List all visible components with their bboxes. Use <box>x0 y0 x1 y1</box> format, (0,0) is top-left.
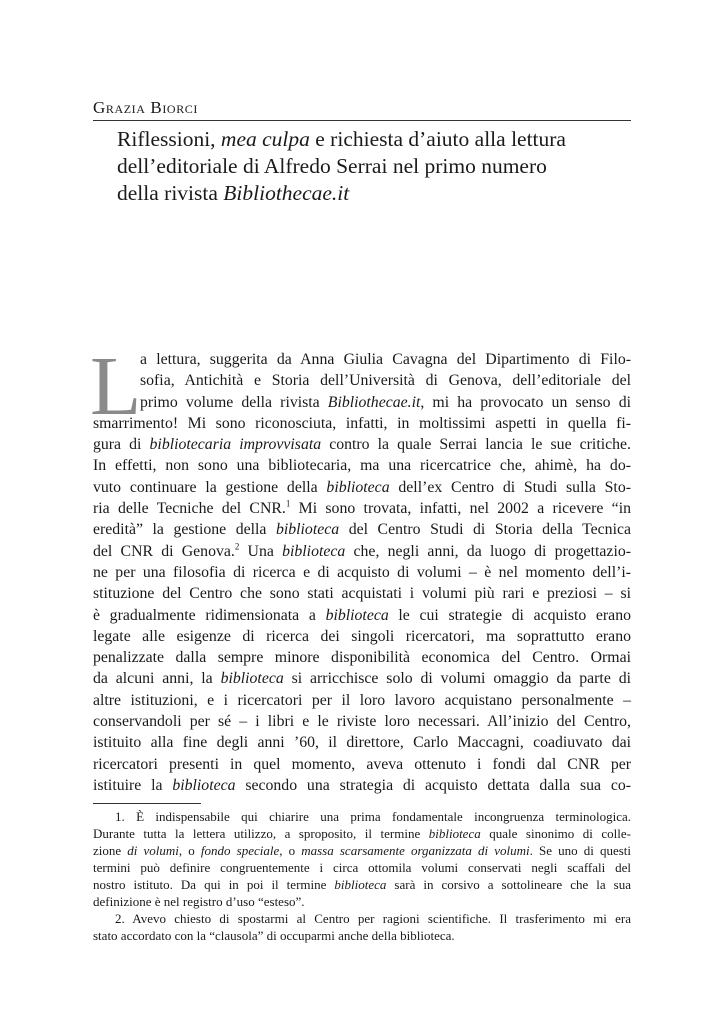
footnote-ref[interactable]: 1 <box>285 498 291 509</box>
footnotes <box>93 808 631 944</box>
body-line: gura di bibliotecaria improvvisata contro la quale Serrai lancia le sue critiche. <box>93 436 631 454</box>
footnote-divider <box>93 803 201 804</box>
body-line: da alcuni anni, la biblioteca si arricchisce solo di volumi omaggio da parte di <box>93 670 631 688</box>
italic-term: massa scarsamente organizzata di volumi <box>301 843 530 858</box>
italic-term: biblioteca <box>325 606 389 624</box>
body-line: istituire la biblioteca secondo una strategia di acquisto dettata dalla sua co- <box>93 776 631 794</box>
italic-term: biblioteca <box>326 478 390 496</box>
footnote-ref[interactable]: 2 <box>234 541 240 552</box>
body-line: stituzione del Centro che sono stati acquistati i volumi più rari e preziosi – si <box>93 585 631 603</box>
title-emphasis: mea culpa <box>220 127 310 151</box>
italic-term: Bibliothecae.it <box>327 393 421 411</box>
body-line: conservandoli per sé – i libri e le riviste loro necessari. All’inizio del Centro, <box>93 713 631 731</box>
footnote-line: nostro istituto. Da qui in poi il termine biblioteca sarà in corsivo a sottolineare che la sua <box>93 877 631 892</box>
italic-term: biblioteca <box>428 826 481 841</box>
italic-term: biblioteca <box>282 542 346 560</box>
body-line: altre istituzioni, e i ricercatori per il loro lavoro acquistano personalmente – <box>93 691 631 709</box>
italic-term: biblioteca <box>275 521 340 539</box>
body-line: sofia, Antichità e Storia dell’Università di Genova, dell’editoriale del <box>140 372 631 390</box>
body-line: è gradualmente ridimensionata a biblioteca le cui strategie di acquisto erano <box>93 606 631 624</box>
author-name: Grazia Biorci <box>93 98 631 121</box>
body-line: eredità” la gestione della biblioteca del Centro Studi di Storia della Tecnica <box>93 521 631 539</box>
italic-term: bibliotecaria improvvisata <box>149 436 322 454</box>
body-line: ne per una filosofia di ricerca e di acquisto di volumi – è nel momento dell’i- <box>93 563 631 581</box>
title-text: della rivista <box>117 181 224 205</box>
italic-term: biblioteca <box>334 877 387 892</box>
drop-cap: L <box>90 340 142 433</box>
title-text: Riflessioni, <box>117 127 221 151</box>
body-line: a lettura, suggerita da Anna Giulia Cavagna del Dipartimento di Filo- <box>140 351 631 368</box>
footnote-line: 1. È indispensabile qui chiarire una prima fondamentale incongruenza terminologica. <box>115 809 631 824</box>
body-line: istituito alla fine degli anni ’60, il direttore, Carlo Maccagni, coadiuvato dai <box>93 734 631 752</box>
italic-term: biblioteca <box>220 670 284 688</box>
body-line: ria delle Tecniche del CNR.$^1$ Mi sono trovata, infatti, nel 2002 a ricevere “in <box>93 498 631 518</box>
article-body <box>90 340 631 796</box>
body-line: legate alle esigenze di ricerca dei singoli ricercatori, ma soprattutto erano <box>93 627 631 645</box>
title-emphasis: Bibliothecae.it <box>223 181 350 205</box>
title-text: e richiesta d’aiuto alla lettura <box>309 127 566 151</box>
footnote-line: termini può definire congruentemente i circa ottomila volumi conservati negli scaffali del <box>93 860 631 875</box>
italic-term: biblioteca <box>172 776 236 794</box>
body-line: vuto continuare la gestione della biblioteca dell’ex Centro di Studi sulla Sto- <box>93 478 631 496</box>
italic-term: fondo speciale <box>200 843 280 858</box>
footnote-line: stato accordato con la “clausola” di occuparmi anche della biblioteca. <box>93 928 455 943</box>
title-line: dell’editoriale di Alfredo Serrai nel primo numero <box>117 154 547 178</box>
footnote-line: definizione è nel registro d’uso “esteso”. <box>93 894 305 909</box>
footnote-line: zione di volumi, o fondo speciale, o massa scarsamente organizzata di volumi. Se uno di questi <box>93 843 632 858</box>
footnote-line: Durante tutta la lettera utilizzo, a sproposito, il termine biblioteca quale sinonimo di colle- <box>93 826 631 841</box>
body-line: smarrimento! Mi sono riconosciuta, infatti, in moltissimi aspetti in quella fi- <box>93 414 631 432</box>
body-line: In effetti, non sono una bibliotecaria, ma una ricercatrice che, ahimè, ha do- <box>93 457 631 475</box>
body-line: penalizzate dalla sempre minore disponibilità economica del Centro. Ormai <box>93 649 631 667</box>
body-line: primo volume della rivista Bibliothecae.it, mi ha provocato un senso di <box>140 393 631 411</box>
body-line: del CNR di Genova.$^2$ Una biblioteca che, negli anni, da luogo di progettazio- <box>93 541 631 560</box>
italic-term: di volumi <box>127 843 179 858</box>
body-line: ricercatori presenti in quel momento, aveva ottenuto i fondi dal CNR per <box>93 755 631 773</box>
footnote-line: 2. Avevo chiesto di spostarmi al Centro per ragioni scientifiche. Il trasferimento mi era <box>115 911 631 926</box>
article-title <box>117 126 617 207</box>
